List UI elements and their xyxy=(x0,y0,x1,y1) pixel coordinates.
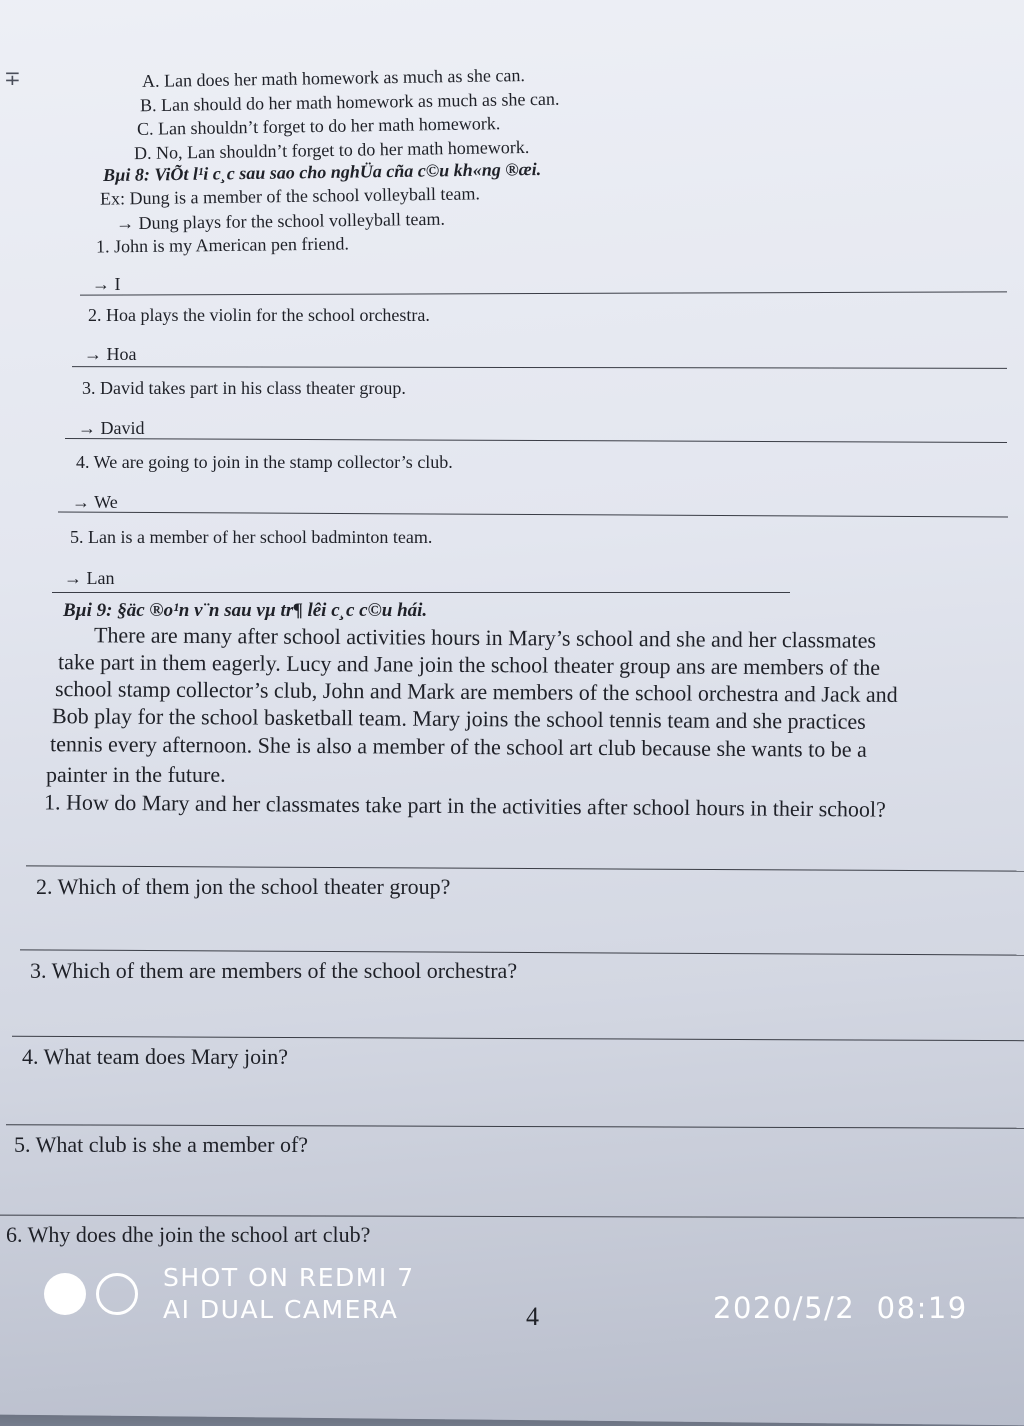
section8-a5: → Lan xyxy=(64,568,115,588)
option-b: B. Lan should do her math homework as much as she can. xyxy=(139,88,560,116)
section8-a2: → Hoa xyxy=(84,344,137,364)
section8-a1: → I xyxy=(92,274,121,294)
watermark-timestamp: 2020/5/2 08:19 xyxy=(713,1291,968,1325)
section8-a3: → David xyxy=(78,418,145,438)
answer-line-4 xyxy=(58,512,1008,518)
watermark-line-1: SHOT ON REDMI 7 xyxy=(163,1263,415,1292)
answer-line-q3 xyxy=(12,1036,1024,1041)
answer-line-5 xyxy=(52,592,790,593)
section8-q3: 3. David takes part in his class theater group. xyxy=(82,378,406,398)
passage-line-5: tennis every afternoon. She is also a member of the school art club because she wants to be a xyxy=(49,731,867,762)
option-c: C. Lan shouldn’t forget to do her math homework. xyxy=(136,113,501,139)
question-4: 4. What team does Mary join? xyxy=(22,1044,288,1069)
section8-q5: 5. Lan is a member of her school badminton team. xyxy=(70,527,433,547)
answer-line-q1 xyxy=(26,865,1024,871)
section8-heading: Bµi 8: ViÕt l¹i c¸c sau sao cho nghÜa cña c©u kh«ng ®æi. xyxy=(102,158,542,186)
camera-logo-ring-icon xyxy=(96,1273,138,1315)
section8-example: Ex: Dung is a member of the school volleyball team. xyxy=(99,183,481,209)
answer-line-q2 xyxy=(20,949,1024,955)
answer-line-1 xyxy=(80,291,1007,295)
passage-line-3: school stamp collector’s club, John and Mark are members of the school orchestra and Jack and xyxy=(54,676,898,707)
question-6: 6. Why does dhe join the school art club? xyxy=(6,1222,371,1247)
question-3: 3. Which of them are members of the school orchestra? xyxy=(30,958,518,983)
passage-line-4: Bob play for the school basketball team. Mary joins the school tennis team and she practices xyxy=(51,703,866,734)
option-a: A. Lan does her math homework as much as she can. xyxy=(141,64,526,92)
question-1: 1. How do Mary and her classmates take part in the activities after school hours in their school? xyxy=(43,789,886,822)
answer-line-q5 xyxy=(0,1215,1024,1219)
passage-line-1: There are many after school activities hours in Mary’s school and she and her classmates xyxy=(93,622,877,653)
answer-line-3 xyxy=(65,438,1007,443)
camera-logo-dot-icon xyxy=(44,1273,86,1315)
passage-line-2: take part in them eagerly. Lucy and Jane join the school theater group ans are members of the xyxy=(57,649,881,680)
page-number: 4 xyxy=(526,1302,539,1331)
section8-a4: → We xyxy=(72,492,118,512)
option-d: D. No, Lan shouldn’t forget to do her math homework. xyxy=(133,136,530,164)
answer-line-2 xyxy=(72,366,1007,369)
question-5: 5. What club is she a member of? xyxy=(14,1132,309,1157)
section8-q1: 1. John is my American pen friend. xyxy=(95,233,350,257)
answer-line-q4 xyxy=(6,1124,1024,1129)
passage-line-6: painter in the future. xyxy=(46,762,226,787)
question-2: 2. Which of them jon the school theater group? xyxy=(36,874,451,899)
section8-example-answer: → Dung plays for the school volleyball team. xyxy=(115,208,446,234)
section8-q2: 2. Hoa plays the violin for the school orchestra. xyxy=(88,305,430,325)
margin-mark: ∓ xyxy=(4,68,21,90)
section8-q4: 4. We are going to join in the stamp collector’s club. xyxy=(76,452,453,472)
watermark-line-2: AI DUAL CAMERA xyxy=(163,1295,399,1324)
section9-heading: Bµi 9: §äc ®o¹n v¨n sau vµ tr¶ lêi c¸c c©u hái. xyxy=(63,600,428,621)
